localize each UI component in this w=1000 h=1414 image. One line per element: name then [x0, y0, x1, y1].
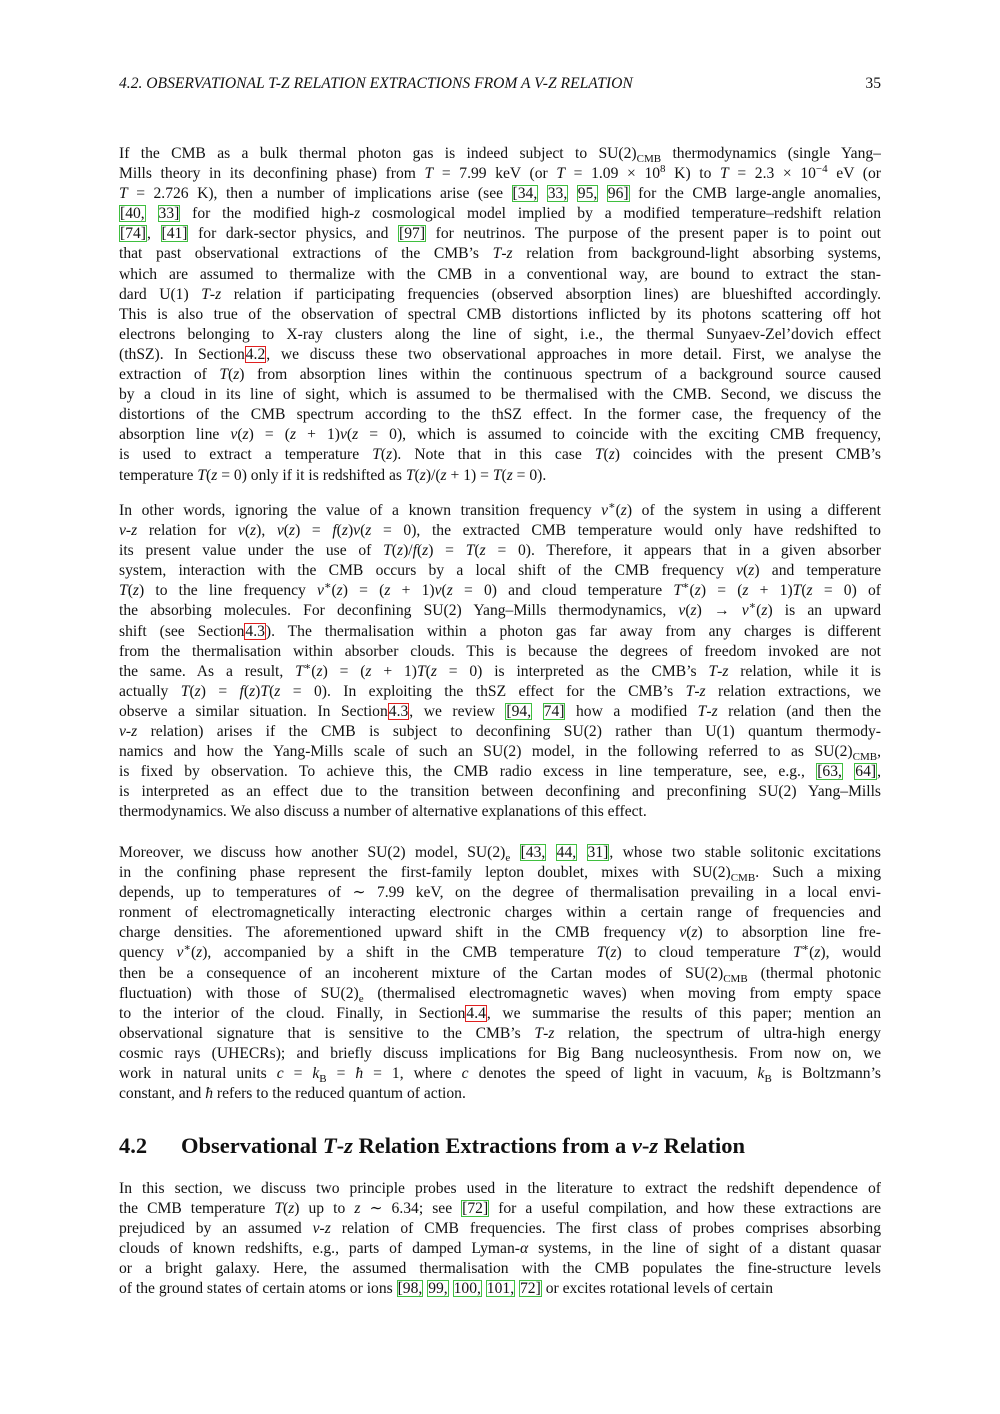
math-symbol: z [365, 662, 372, 680]
math-symbol: z [691, 924, 698, 942]
math-symbol: T [197, 466, 207, 484]
citation-link[interactable]: 44, [556, 844, 577, 861]
superscript: ∗ [608, 501, 616, 512]
text-line: Moreover, we discuss how another SU(2) model, $SU(2)_e$ [43, 44, 31], whose two stable solitonic excitations [119, 844, 881, 864]
math-symbol: f [239, 682, 244, 700]
text-line: or a bright galaxy. Here, the assumed thermalisation with the CMB populates the fine-structure levels [119, 1260, 881, 1278]
math-symbol: T [180, 682, 190, 700]
text-line: Mills theory in its deconfining phase) from T = 7.99 keV (or $T = 1.09 \times 10^8$ K) to $T = 2.3 \times 10^{-4}$ eV (or [119, 164, 881, 183]
math-symbol: z [610, 944, 617, 962]
math-symbol: T [465, 542, 475, 560]
math-symbol: z [694, 582, 701, 600]
superscript: 8 [660, 164, 666, 175]
paragraph-4 [119, 1179, 881, 1300]
text-line: constant, and ħ refers to the reduced quantum of action. [119, 1085, 466, 1103]
paragraph-1 [119, 144, 881, 486]
subscript: CMB [730, 872, 756, 884]
text-line: temperature T(z = 0) only if it is redshifted as T(z)/(z + 1) = T(z = 0). [119, 466, 547, 484]
subscript: CMB [723, 972, 748, 984]
text-line: the CMB temperature T(z) up to z ∼ 6.34; see [72] for a useful compilation, and how these extractions are [119, 1200, 881, 1218]
citation-link[interactable]: [43, [520, 844, 546, 861]
math-symbol: α [519, 1240, 529, 1258]
math-symbol: T [416, 662, 426, 680]
math-symbol: z [690, 602, 697, 620]
math-symbol: z [419, 466, 426, 484]
citation-link[interactable]: 72] [520, 1280, 541, 1298]
citation-link[interactable]: 95, [577, 185, 598, 203]
math-symbol: ν [736, 562, 744, 580]
text-line: electrons belonging to X-ray clusters along the line of sight, i.e., the thermal Sunyaev-Zel’dovich effect [119, 325, 881, 343]
math-symbol: T [792, 582, 802, 600]
superscript: ∗ [183, 943, 191, 955]
citation-link[interactable]: [97] [399, 225, 426, 243]
citation-link[interactable]: [74] [120, 225, 146, 243]
math-symbol: k [312, 1065, 320, 1083]
citation-link[interactable]: 31] [587, 844, 609, 861]
section-title: Observational T-z Relation Extractions from a v-z Relation [181, 1133, 745, 1158]
text-line: T = 2.726 K), then a number of implications arise (see [34, 33, 95, 96] for the CMB large-angle anomalies, [119, 185, 881, 203]
math-symbol: z [233, 366, 240, 384]
math-symbol: z [386, 446, 393, 464]
math-symbol: z [336, 582, 343, 600]
math-symbol: z [699, 682, 706, 700]
math-symbol: z [430, 662, 437, 680]
text-line: (thSZ). In Section4.2, we discuss these two observational approaches in more detail. First, we analyse the [119, 345, 881, 363]
math-symbol: ν [176, 944, 184, 962]
math-symbol: z [242, 426, 249, 444]
math-symbol: z [324, 1220, 331, 1238]
math-symbol: T [295, 662, 304, 680]
math-symbol: z [354, 1200, 361, 1218]
math-symbol: z [506, 245, 513, 263]
text-line: depends, up to temperatures of ∼ 7.99 keV, on the degree of thermalisation prevailing in a local envi- [119, 884, 881, 902]
paragraph-2 [119, 501, 881, 823]
subscript: e [358, 992, 364, 1004]
citation-link[interactable]: 33, [547, 185, 568, 203]
math-symbol: T [424, 165, 434, 183]
text-line: absorption line ν(z) = (z + 1)ν(z = 0), which is assumed to coincide with the exciting CMB frequency, [119, 426, 881, 444]
math-symbol: z [384, 582, 391, 600]
math-symbol: z [365, 522, 372, 540]
math-symbol: z [288, 1200, 295, 1218]
paragraph-3 [119, 843, 881, 1104]
text-line: In other words, ignoring the value of a known transition frequency ν∗(z) of the system in using a different [119, 501, 881, 519]
math-symbol: z [215, 285, 222, 303]
text-line: actually T(z) = f(z)T(z = 0). In exploiting the thSZ effect for the CMB’s T-z relation extractions, we [119, 682, 881, 700]
text-line: This is also true of the observation of spectral CMB distortions inflicted by its photons scattering off hot [119, 305, 881, 323]
math-symbol: T [372, 446, 381, 464]
math-symbol: z [722, 662, 729, 680]
math-symbol: T [673, 582, 683, 600]
text-line: then be a consequence of an incoherent mixture of the Cartan modes of $SU(2)_{CMB}$ (thermal photonic [119, 964, 881, 984]
math-symbol: ν [353, 522, 361, 540]
math-symbol: ν [679, 924, 687, 942]
section-number: 4.2 [119, 1133, 148, 1158]
text-line: thermodynamics. We also discuss a number of alternative explanations of this effect. [119, 803, 647, 821]
math-symbol: z [132, 582, 139, 600]
text-line: that past observational extractions of the CMB’s T-z relation from background-light absorbing systems, [119, 245, 881, 263]
text-line: If the CMB as a bulk thermal photon gas is indeed subject to $SU(2)_{CMB}$ thermodynamics (single Yang– [119, 145, 881, 165]
subscript: B [319, 1073, 327, 1085]
page-number: 35 [865, 75, 881, 92]
math-symbol: T [697, 702, 707, 720]
math-symbol: z [446, 582, 453, 600]
superscript: ∗ [323, 581, 332, 593]
math-symbol: ν [317, 582, 324, 600]
text-line: fluctuation) with those of $SU(2)_e$ (thermalised electromagnetic waves) when moving from empty space [119, 984, 881, 1004]
math-symbol: ν [601, 502, 609, 519]
text-line: the absorbing molecules. For deconfining SU(2) Yang–Mills thermodynamics, ν(z) → ν∗(z) is an upward [119, 601, 881, 620]
citation-link[interactable]: [34, [512, 185, 538, 203]
text-line: observe a similar situation. In Section4.3, we review [94, 74] how a modified T-z relation (and then the [119, 702, 881, 720]
math-symbol: T [792, 944, 802, 962]
citation-link[interactable]: [41] [161, 225, 188, 243]
text-line: ν-z relation for ν(z), ν(z) = f(z)ν(z = 0), the extracted CMB temperature would only have redshifted to [119, 522, 881, 540]
text-line: In this section, we discuss two principle probes used in the literature to extract the redshift dependence of [119, 1180, 881, 1197]
math-symbol: ν [276, 522, 284, 540]
text-line: is interpreted as an effect due to the transition between deconfining and preconfining SU(2) Yang–Mills [119, 783, 881, 801]
citation-link[interactable]: 100, [453, 1280, 481, 1298]
math-symbol: ν [678, 602, 686, 620]
running-title: 4.2. OBSERVATIONAL T-Z RELATION EXTRACTIONS FROM A V-Z RELATION [119, 75, 633, 92]
text-line: namics and how the Yang-Mills scale of such an SU(2) model, in the following referred to as $SU(2)_{CMB}$, [119, 743, 881, 763]
math-symbol: T [219, 366, 228, 384]
citation-link[interactable]: 33] [158, 205, 180, 223]
citation-link[interactable]: [72] [462, 1200, 489, 1218]
text-line: work in natural units $c = k_B$ = ħ = 1, where c denotes the speed of light in vacuum, $k_B$ is Boltzmann’s [119, 1065, 881, 1085]
text-line: of the ground states of certain atoms or ions [98, 99, 100, 101, 72] or excites rotational levels of certain [119, 1280, 774, 1298]
math-symbol: z [250, 522, 257, 540]
text-line: from the thermalisation within absorber clouds. This is because the degrees of freedom invoked are not [119, 642, 881, 660]
math-symbol: T [260, 682, 270, 700]
math-symbol: T [720, 165, 729, 183]
math-symbol: z [352, 426, 359, 444]
section-link[interactable]: 4.4 [466, 1004, 486, 1022]
math-symbol: z [440, 466, 447, 484]
math-symbol: T [556, 165, 566, 183]
text-line: system, interaction with the CMB occurs by a local shift of the CMB frequency ν(z) and temperature [119, 562, 881, 580]
citation-link[interactable]: 99, [428, 1280, 448, 1298]
math-symbol: z [131, 522, 138, 540]
math-symbol: ν [340, 426, 347, 444]
math-symbol: T [119, 185, 128, 203]
math-symbol: z [354, 205, 361, 223]
math-symbol: T [534, 1024, 544, 1042]
text-line: T(z) to the line frequency ν∗(z) = (z + 1)ν(z = 0) and cloud temperature T∗(z) = (z + 1)T(z = 0) of [119, 581, 881, 600]
superscript: −4 [815, 164, 828, 175]
citation-link[interactable]: [40, [120, 205, 145, 223]
math-symbol: z [341, 522, 348, 540]
section-link[interactable]: 4.3 [388, 702, 409, 720]
math-symbol: c [461, 1065, 469, 1083]
math-symbol: z [289, 426, 297, 444]
subscript: CMB [636, 153, 662, 165]
text-line: [74], [41] for dark-sector physics, and [97] for neutrinos. The purpose of the present paper is to point out [120, 225, 881, 243]
math-symbol: T [322, 1133, 337, 1158]
text-line: ν-z relation) arises if the CMB is subject to deconfining SU(2) rather than U(1) quantum thermody- [119, 723, 881, 741]
citation-link[interactable]: [98, [397, 1280, 423, 1298]
math-symbol: ν [312, 1220, 320, 1238]
running-header [119, 73, 881, 95]
superscript: ∗ [682, 581, 690, 593]
math-symbol: z [344, 1133, 353, 1158]
math-symbol: z [608, 446, 615, 464]
section-heading [119, 1131, 881, 1161]
math-symbol: z [649, 1133, 659, 1158]
math-symbol: ħ [205, 1085, 213, 1103]
subscript: e [505, 852, 511, 864]
citation-link[interactable]: 64] [855, 763, 877, 781]
math-symbol: k [757, 1065, 765, 1083]
math-symbol: c [276, 1065, 284, 1083]
math-symbol: T [708, 662, 718, 680]
math-symbol: ħ [355, 1065, 364, 1083]
math-symbol: ν [434, 582, 442, 600]
math-symbol: ν [230, 426, 238, 444]
math-symbol: ν [119, 723, 126, 741]
math-symbol: z [620, 502, 627, 519]
math-symbol: T [594, 446, 604, 464]
citation-link[interactable]: [63, [817, 763, 842, 781]
math-symbol: z [548, 1024, 555, 1042]
text-line: observational signature that is sensitive to the CMB’s T-z relation, the spectrum of ultra-high energy [119, 1024, 881, 1042]
math-symbol: z [479, 542, 486, 560]
math-symbol: f [332, 522, 337, 540]
text-line: the same. As a result, T∗(z) = (z + 1)T(z = 0) is interpreted as the CMB’s T-z relation, while it is [119, 661, 881, 680]
math-symbol: T [119, 582, 128, 600]
text-line: its present value under the use of T(z)/f(z) = T(z = 0). Therefore, it appears that in a given absorber [119, 542, 881, 560]
citation-link[interactable]: 96] [607, 185, 629, 203]
text-line: extraction of T(z) from absorption lines within the continuous spectrum of a background source caused [119, 366, 881, 384]
math-symbol: z [316, 662, 323, 680]
text-line: [40, 33] for the modified high-z cosmological model implied by a modified temperature–redshift relation [120, 205, 881, 223]
section-link[interactable]: 4.2 [245, 345, 266, 363]
subscript: CMB [852, 751, 878, 763]
math-symbol: z [748, 562, 755, 580]
math-symbol: T [492, 245, 502, 263]
math-symbol: T [492, 466, 502, 484]
math-symbol: z [397, 542, 404, 560]
math-symbol: z [194, 682, 201, 700]
math-symbol: z [506, 466, 513, 484]
math-symbol: ν [237, 522, 245, 540]
text-line: is fixed by observation. To achieve this, the CMB radio excess in line temperature, see, e.g., [63, 64], [119, 763, 881, 781]
superscript: ∗ [748, 601, 757, 613]
text-line: charge densities. The aforementioned upward shift in the CMB frequency ν(z) to absorption line fre- [119, 924, 881, 942]
text-line: to the interior of the cloud. Finally, in Section4.4, we summarise the results of this paper; mention an [119, 1004, 881, 1022]
math-symbol: z [814, 944, 821, 962]
math-symbol: z [422, 542, 429, 560]
math-symbol: f [412, 542, 417, 560]
text-line: clouds of known redshifts, e.g., parts of damped Lyman-α systems, in the line of sight of a distant quasar [119, 1240, 881, 1258]
math-symbol: z [196, 944, 203, 962]
math-symbol: T [596, 944, 606, 962]
math-symbol: T [274, 1200, 283, 1218]
citation-link[interactable]: 74] [543, 702, 565, 720]
math-symbol: z [131, 723, 138, 741]
section-link[interactable]: 4.3 [245, 622, 265, 640]
math-symbol: z [288, 522, 296, 540]
text-line: is used to extract a temperature T(z). Note that in this case T(z) coincides with the present CMB’s [119, 446, 881, 464]
superscript: ∗ [303, 661, 312, 673]
text-line: distortions of the CMB spectrum according to the thSZ effect. In the former case, the frequency of the [119, 406, 881, 424]
math-symbol: T [405, 466, 415, 484]
math-symbol: z [761, 602, 768, 620]
text-line: quency ν∗(z), accompanied by a shift in the CMB temperature T(z) to cloud temperature T∗(z), would [119, 943, 881, 962]
subscript: B [764, 1073, 772, 1085]
math-symbol: z [742, 582, 749, 600]
math-symbol: v [631, 1133, 642, 1158]
citation-link[interactable]: 101, [486, 1280, 515, 1298]
math-symbol: ν [741, 602, 749, 620]
math-symbol: T [383, 542, 392, 560]
text-line: shift (see Section4.3). The thermalisation within a photon gas far away from any charges is different [119, 622, 881, 640]
math-symbol: T [685, 682, 695, 700]
math-symbol: ν [119, 522, 126, 540]
math-symbol: z [806, 582, 813, 600]
text-line: which are assumed to thermalize with the CMB in a conventional way, are bound to extract the stan- [119, 265, 881, 283]
text-line: cosmic rays (UHECRs); and briefly discuss implications for Big Bang nucleosynthesis. From now on, we [119, 1044, 881, 1062]
math-symbol: z [711, 702, 718, 720]
math-symbol: z [211, 466, 218, 484]
math-symbol: z [274, 682, 281, 700]
text-line: ronment of electromagnetically interacting electronic charges within a certain range of frequencies and [119, 904, 881, 922]
text-line: by a cloud in its line of sight, which is assumed to be thermalised with the CMB. Second, we discuss the [119, 386, 881, 404]
text-line: in the confining phase represent the first-family lepton doublet, mixes with $SU(2)_{CMB}$. Such a mixing [119, 864, 881, 884]
text-line: dard U(1) T-z relation if participating frequencies (observed absorption lines) are blueshifted accordingly. [119, 285, 881, 303]
citation-link[interactable]: [94, [506, 702, 532, 720]
math-symbol: z [249, 682, 256, 700]
text-line: prejudiced by an assumed ν-z relation of CMB frequencies. The first class of probes comprises absorbing [119, 1220, 881, 1238]
superscript: ∗ [801, 943, 810, 955]
math-symbol: T [201, 285, 210, 303]
